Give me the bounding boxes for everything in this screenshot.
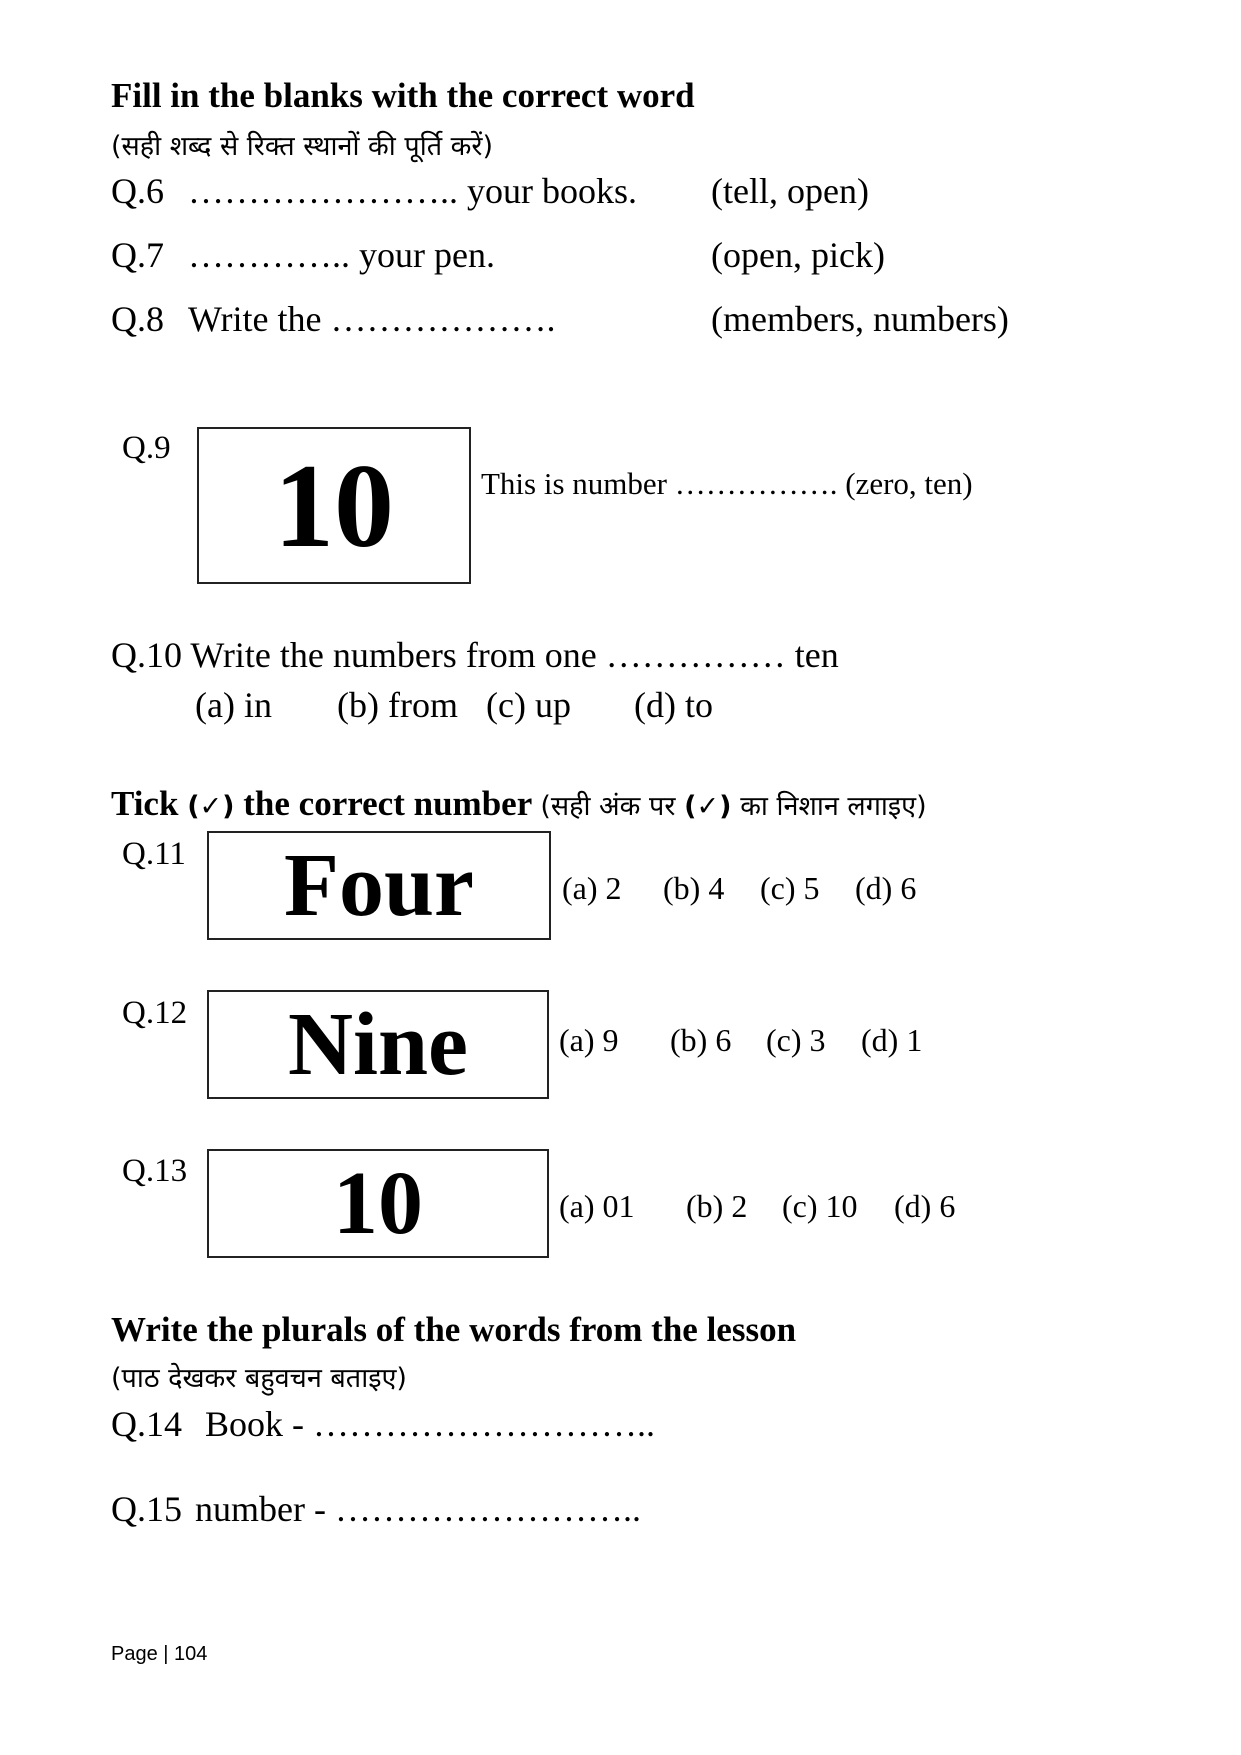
section-subheading-hindi: (सही शब्द से रिक्त स्थानों की पूर्ति करें) bbox=[111, 131, 493, 162]
question-number: Q.13 bbox=[122, 1153, 188, 1189]
question-number: Q.14 bbox=[111, 1404, 182, 1444]
section-heading-tick bbox=[111, 784, 927, 824]
page-separator: | bbox=[163, 1643, 169, 1665]
option: (c) up bbox=[486, 685, 571, 725]
option: (a) 9 bbox=[559, 1022, 619, 1058]
question-text: Book - ……………………….. bbox=[205, 1404, 655, 1444]
option: (d) to bbox=[634, 685, 713, 725]
number-box: 10 bbox=[207, 1149, 549, 1258]
word-box: Four bbox=[207, 831, 551, 940]
page-label: Page bbox=[111, 1643, 158, 1665]
question-number: Q.6 bbox=[111, 171, 164, 211]
option: (d) 6 bbox=[894, 1188, 956, 1224]
heading-text: the correct number bbox=[243, 784, 532, 823]
option: (b) 2 bbox=[686, 1188, 748, 1224]
question-number: Q.12 bbox=[122, 995, 188, 1031]
question-number: Q.8 bbox=[111, 299, 164, 339]
question-number: Q.15 bbox=[111, 1489, 182, 1529]
question-number: Q.9 bbox=[122, 430, 171, 466]
option: (d) 1 bbox=[861, 1022, 923, 1058]
question-choices: (members, numbers) bbox=[711, 299, 1009, 339]
question-number: Q.7 bbox=[111, 235, 164, 275]
hindi-text: (सही अंक पर bbox=[540, 791, 676, 822]
question-number: Q.11 bbox=[122, 836, 186, 872]
question-text: Write the ………………. bbox=[188, 299, 556, 339]
option: (b) from bbox=[337, 685, 458, 725]
option: (a) 2 bbox=[562, 870, 622, 906]
question-choices: (open, pick) bbox=[711, 235, 885, 275]
option: (c) 5 bbox=[760, 870, 820, 906]
question-text: ………….. your pen. bbox=[188, 235, 495, 275]
page-number: 104 bbox=[174, 1643, 208, 1665]
question-text: This is number ……………. (zero, ten) bbox=[481, 466, 973, 501]
question-text: ………………….. your books. bbox=[188, 171, 637, 211]
section-heading-fill-blanks: Fill in the blanks with the correct word bbox=[111, 76, 695, 115]
hindi-text: का निशान लगाइए) bbox=[740, 791, 927, 822]
word-box: Nine bbox=[207, 990, 549, 1099]
page-footer bbox=[111, 1643, 207, 1666]
section-subheading-hindi: (पाठ देखकर बहुवचन बताइए) bbox=[111, 1363, 407, 1394]
heading-text: Tick bbox=[111, 784, 179, 823]
number-box: 10 bbox=[197, 427, 471, 584]
section-heading-plurals: Write the plurals of the words from the lesson bbox=[111, 1310, 797, 1349]
option: (c) 3 bbox=[766, 1022, 826, 1058]
tick-icon: (✓) bbox=[684, 791, 732, 822]
question-text: Q.10 Write the numbers from one …………… ten bbox=[111, 635, 839, 675]
option: (b) 4 bbox=[663, 870, 725, 906]
option: (d) 6 bbox=[855, 870, 917, 906]
question-choices: (tell, open) bbox=[711, 171, 869, 211]
question-text: number - …………………….. bbox=[195, 1489, 641, 1529]
option: (b) 6 bbox=[670, 1022, 732, 1058]
option: (a) in bbox=[195, 685, 272, 725]
option: (c) 10 bbox=[782, 1188, 858, 1224]
tick-icon: (✓) bbox=[187, 791, 235, 822]
option: (a) 01 bbox=[559, 1188, 635, 1224]
